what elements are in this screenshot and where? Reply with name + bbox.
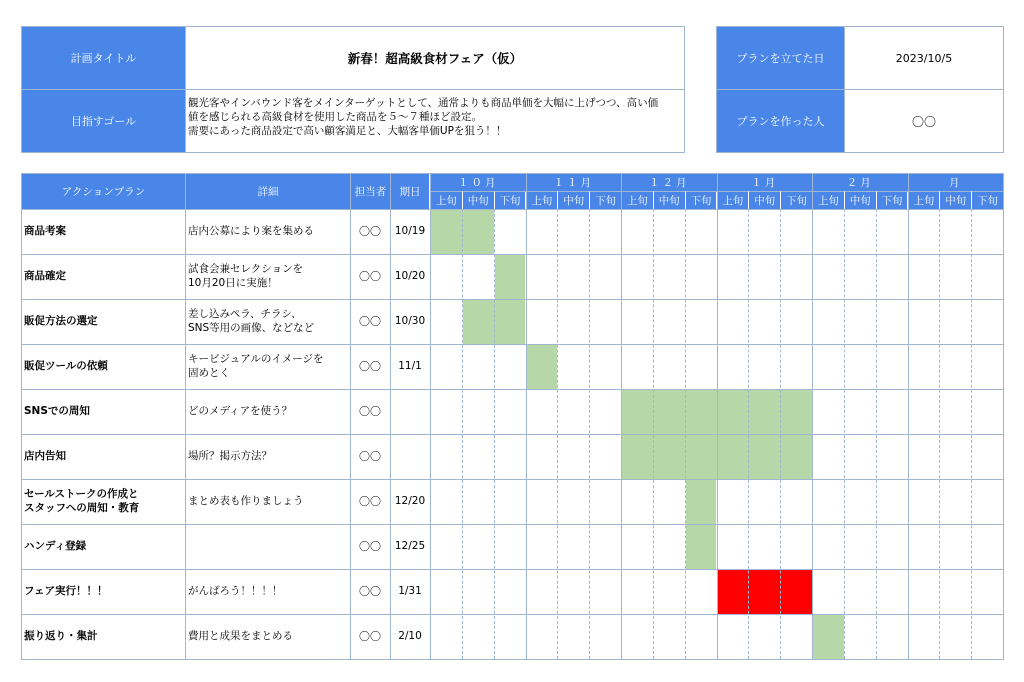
detail-line: 費用と成果をまとめる [188, 629, 293, 642]
action-label: 振り返り・集計 [24, 629, 98, 642]
period-header: 上旬 [718, 192, 749, 209]
period-header: 中旬 [845, 192, 876, 209]
detail-line: 試食会兼セレクションを [188, 263, 304, 276]
period-header: 下旬 [781, 192, 812, 209]
header-action: アクションプラン [22, 174, 185, 209]
period-header: 上旬 [622, 192, 653, 209]
header-owner: 担当者 [351, 174, 390, 209]
row-divider [21, 389, 1003, 390]
owner-cell[interactable]: 〇〇 [359, 314, 381, 328]
period-header: 上旬 [527, 192, 558, 209]
due-cell[interactable]: 10/20 [394, 269, 426, 282]
action-line: セールストークの作成と [24, 488, 139, 501]
month-header: １月 [718, 174, 813, 191]
period-header: 上旬 [813, 192, 844, 209]
goal-line: 需要にあった商品設定で高い顧客満足と、大幅客単価UPを狙う！！ [188, 125, 507, 137]
action-label: 販促ツールの依頼 [24, 359, 108, 372]
period-divider [589, 209, 590, 659]
action-label: 販促方法の選定 [24, 314, 98, 327]
period-divider [780, 209, 781, 659]
owner-cell[interactable]: 〇〇 [359, 494, 381, 508]
header-due: 期日 [391, 174, 429, 209]
period-divider [748, 209, 749, 659]
detail-line: まとめ表も作りましょう [188, 494, 304, 507]
owner-cell[interactable]: 〇〇 [359, 449, 381, 463]
action-label: 店内告知 [24, 449, 66, 462]
detail-line: 店内公募により案を集める [188, 224, 314, 237]
period-divider [748, 191, 749, 209]
period-header: 中旬 [749, 192, 780, 209]
goal-line: 観光客やインバウンド客をメインターゲットとして、通常よりも商品単価を大幅に上げつつ、高い価 [188, 97, 659, 109]
period-divider [780, 191, 781, 209]
month-header: １０月 [431, 174, 526, 191]
period-divider [939, 191, 940, 209]
detail-line: 差し込みペラ、チラシ、 [188, 308, 302, 321]
action-label: 商品確定 [24, 269, 66, 282]
row-divider [21, 254, 1003, 255]
month-header: 月 [909, 174, 1004, 191]
period-header: 下旬 [877, 192, 908, 209]
action-label: ハンディ登録 [24, 539, 87, 552]
period-divider [876, 191, 877, 209]
plan-date-label: プランを立てた日 [717, 27, 844, 89]
row-divider [21, 209, 1003, 210]
period-header: 下旬 [972, 192, 1003, 209]
period-divider [494, 209, 495, 659]
period-header: 上旬 [431, 192, 462, 209]
month-divider [621, 173, 622, 659]
period-divider [462, 191, 463, 209]
table-border [21, 173, 1004, 660]
month-divider [526, 173, 527, 659]
month-divider [812, 173, 813, 659]
plan-author-label: プランを作った人 [717, 90, 844, 152]
period-divider [876, 209, 877, 659]
period-header: 下旬 [686, 192, 717, 209]
due-cell[interactable]: 1/31 [398, 584, 422, 597]
row-divider [21, 479, 1003, 480]
owner-cell[interactable]: 〇〇 [359, 404, 381, 418]
action-label: 商品考案 [24, 224, 66, 237]
period-header: 中旬 [940, 192, 971, 209]
col-divider [430, 173, 431, 659]
owner-cell[interactable]: 〇〇 [359, 629, 381, 643]
month-header: １２月 [622, 174, 717, 191]
due-cell[interactable]: 11/1 [398, 359, 422, 372]
detail-line: キービジュアルのイメージを [188, 353, 324, 366]
period-divider [939, 209, 940, 659]
detail-line: どのメディアを使う？ [188, 404, 293, 417]
due-cell[interactable]: 10/30 [394, 314, 426, 327]
period-divider [462, 209, 463, 659]
detail-line: SNS等用の画像、などなど [188, 321, 315, 334]
owner-cell[interactable]: 〇〇 [359, 269, 381, 283]
row-divider [21, 524, 1003, 525]
owner-cell[interactable]: 〇〇 [359, 224, 381, 238]
period-divider [971, 191, 972, 209]
month-header: １１月 [527, 174, 622, 191]
owner-cell[interactable]: 〇〇 [359, 539, 381, 553]
period-divider [557, 209, 558, 659]
due-cell[interactable]: 10/19 [394, 224, 426, 237]
period-divider [685, 191, 686, 209]
plan-author-value[interactable]: 〇〇 [845, 90, 1003, 152]
period-header: 中旬 [558, 192, 589, 209]
period-divider [557, 191, 558, 209]
owner-cell[interactable]: 〇〇 [359, 584, 381, 598]
row-divider [21, 569, 1003, 570]
period-header: 下旬 [495, 192, 526, 209]
detail-line: がんばろう！！！！ [188, 584, 283, 597]
row-divider [21, 614, 1003, 615]
period-divider [844, 191, 845, 209]
goal-line: 値を感じられる高級食材を使用した商品を５～７種ほど設定。 [188, 111, 482, 123]
goal-label: 目指すゴール [22, 90, 185, 152]
period-divider [494, 191, 495, 209]
plan-title-label: 計画タイトル [22, 27, 185, 89]
action-label: SNSでの周知 [24, 404, 90, 417]
plan-date-value[interactable]: 2023/10/5 [845, 27, 1003, 89]
due-cell[interactable]: 12/25 [394, 539, 426, 552]
due-cell[interactable]: 2/10 [398, 629, 422, 642]
due-cell[interactable]: 12/20 [394, 494, 426, 507]
action-label: フェア実行！！！ [24, 584, 108, 597]
month-divider [908, 173, 909, 659]
owner-cell[interactable]: 〇〇 [359, 359, 381, 373]
period-header: 中旬 [463, 192, 494, 209]
period-header: 上旬 [909, 192, 940, 209]
row-divider [21, 344, 1003, 345]
detail-line: 場所？掲示方法？ [188, 449, 272, 462]
col-divider [185, 173, 186, 659]
plan-title-value[interactable]: 新春！超高級食材フェア（仮） [186, 27, 684, 89]
period-divider [971, 209, 972, 659]
period-header: 中旬 [654, 192, 685, 209]
month-header: ２月 [813, 174, 908, 191]
detail-line: 10月20日に実施！ [188, 276, 278, 289]
period-divider [685, 209, 686, 659]
detail-line: 固めとく [188, 366, 230, 379]
header-detail: 詳細 [186, 174, 350, 209]
col-divider [390, 173, 391, 659]
row-divider [21, 434, 1003, 435]
period-header: 下旬 [590, 192, 621, 209]
row-divider [21, 299, 1003, 300]
period-divider [653, 191, 654, 209]
action-line: スタッフへの周知・教育 [24, 501, 140, 514]
month-divider [717, 173, 718, 659]
col-divider [350, 173, 351, 659]
period-divider [844, 209, 845, 659]
row-divider [21, 659, 1003, 660]
period-divider [589, 191, 590, 209]
period-divider [653, 209, 654, 659]
